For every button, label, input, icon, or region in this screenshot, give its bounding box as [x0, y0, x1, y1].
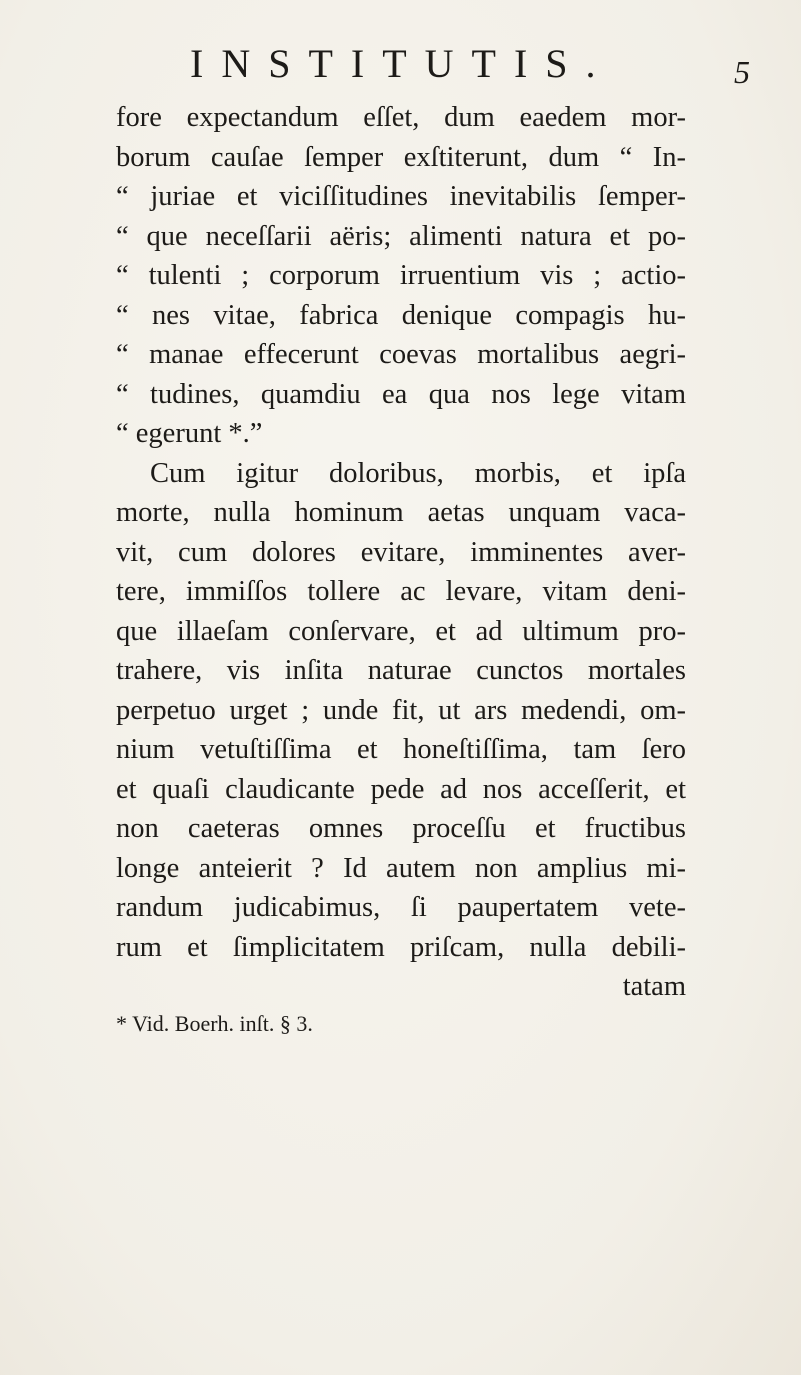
- text-line: longe anteierit ? Id autem non amplius mi-: [116, 852, 686, 884]
- text-line: perpetuo urget ; unde fit, ut ars medendi, om-: [116, 694, 686, 726]
- text-line: morte, nulla hominum aetas unquam vaca-: [116, 497, 686, 528]
- footnote: * Vid. Boerh. inſt. § 3.: [116, 1011, 313, 1036]
- text-line: et quaſi claudicante pede ad nos acceſſerit, et: [116, 773, 686, 805]
- text-line: “ nes vitae, fabrica denique compagis hu-: [116, 299, 686, 331]
- text-line: Cum igitur doloribus, morbis, et ipſa: [150, 457, 686, 489]
- text-line: borum cauſae ſemper exſtiterunt, dum “ In-: [116, 141, 686, 173]
- text-line: “ juriae et viciſſitudines inevitabilis ſemper-: [116, 181, 686, 212]
- page-number: 5: [734, 54, 750, 90]
- text-line: “ tudines, quamdiu ea qua nos lege vitam: [116, 378, 686, 410]
- text-line: “ egerunt *.”: [116, 418, 263, 449]
- text-line: vit, cum dolores evitare, imminentes aver-: [116, 536, 686, 568]
- text-line: nium vetuſtiſſima et honeſtiſſima, tam ſero: [116, 734, 686, 765]
- text-line: “ manae effecerunt coevas mortalibus aegri-: [116, 339, 686, 370]
- text-line: trahere, vis inſita naturae cunctos mortales: [116, 655, 686, 686]
- text-line: “ tulenti ; corporum irruentium vis ; actio-: [116, 260, 686, 291]
- text-line: tere, immiſſos tollere ac levare, vitam deni-: [116, 576, 686, 607]
- text-line: que illaeſam conſervare, et ad ultimum pro-: [116, 615, 686, 647]
- text-line: fore expectandum eſſet, dum eaedem mor-: [116, 102, 686, 133]
- body-text: [116, 98, 686, 1007]
- running-head: INSTITUTIS.: [190, 41, 614, 86]
- text-line: randum judicabimus, ſi paupertatem vete-: [116, 892, 686, 923]
- text-line: non caeteras omnes proceſſu et fructibus: [116, 813, 686, 844]
- catchword: tatam: [622, 971, 686, 1002]
- text-line: “ que neceſſarii aëris; alimenti natura et po-: [116, 220, 686, 252]
- text-line: rum et ſimplicitatem priſcam, nulla debili-: [116, 931, 686, 963]
